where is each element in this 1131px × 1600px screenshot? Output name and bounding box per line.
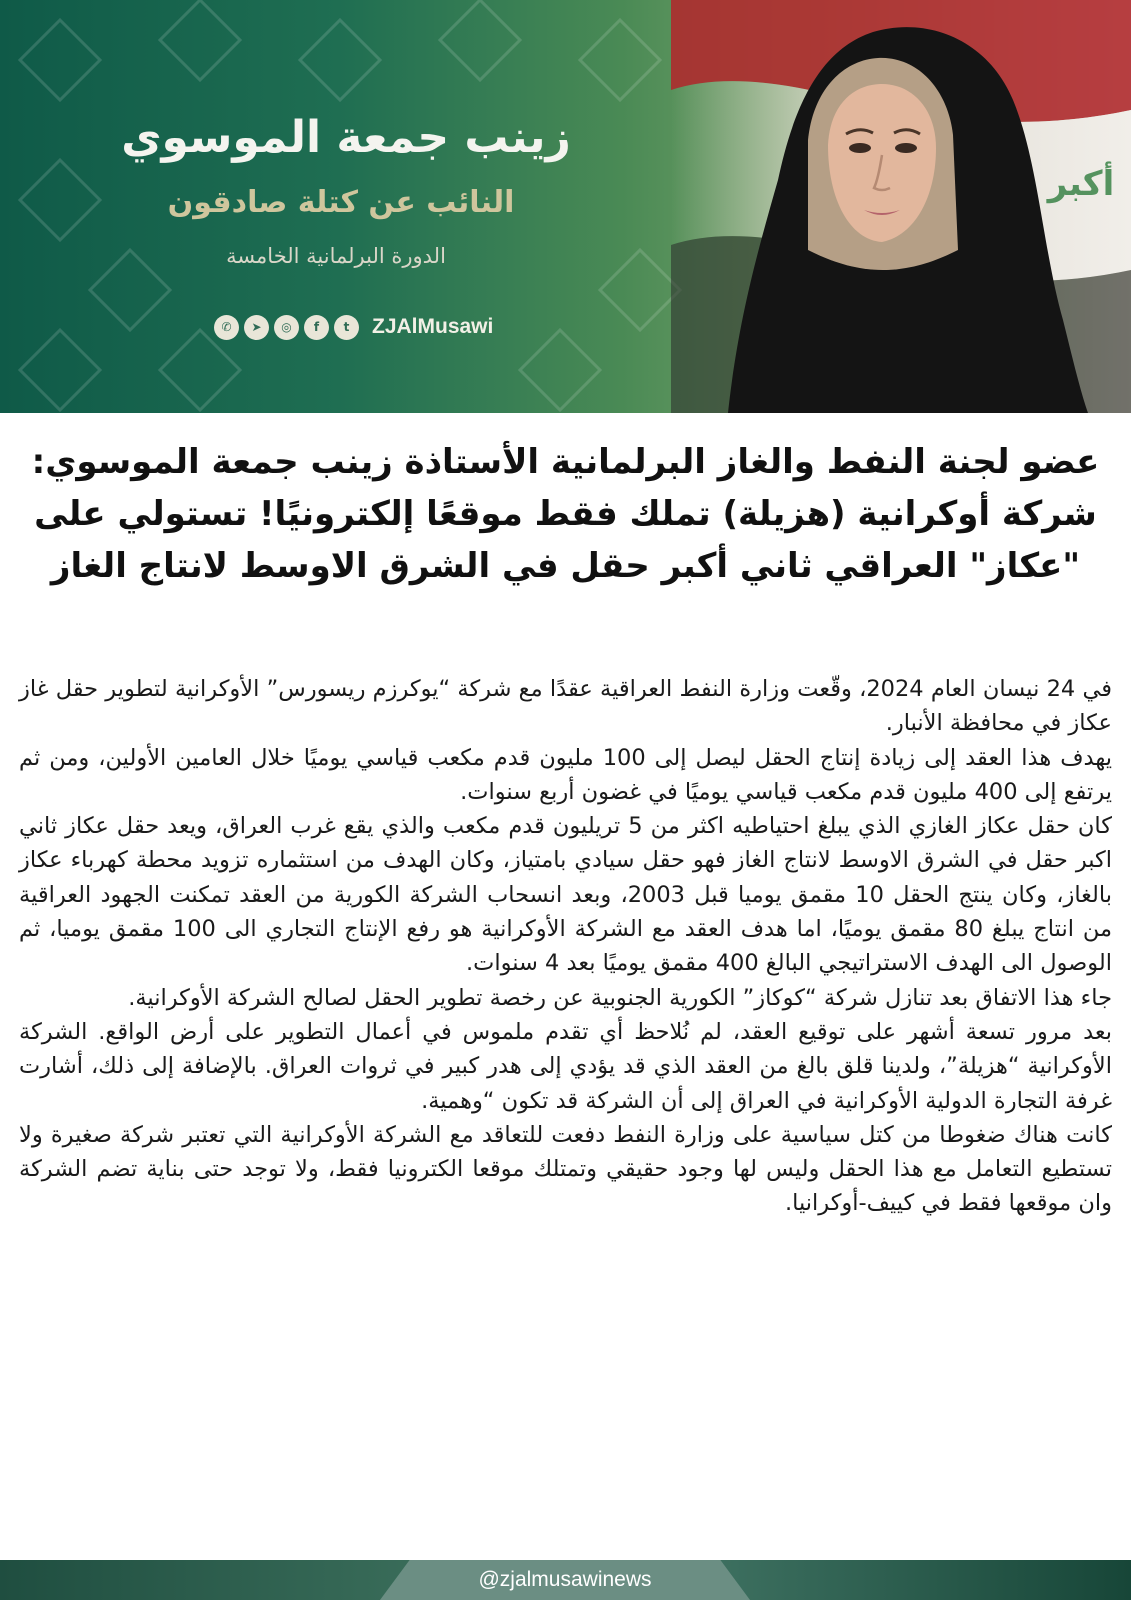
header-banner — [0, 0, 1131, 413]
whatsapp-icon[interactable]: ✆ — [214, 315, 239, 340]
article-body — [19, 672, 1112, 1221]
footer-decoration-right — [691, 1560, 1131, 1600]
facebook-icon[interactable]: f — [304, 315, 329, 340]
instagram-icon[interactable]: ◎ — [274, 315, 299, 340]
banner-session: الدورة البرلمانية الخامسة — [226, 244, 446, 268]
social-handle[interactable]: ZJAlMusawi — [372, 315, 494, 338]
footer-handle[interactable]: @zjalmusawinews — [478, 1568, 652, 1591]
banner-name: زينب جمعة الموسوي — [121, 112, 571, 163]
social-bar — [214, 312, 493, 342]
svg-text:أكبر: أكبر — [1047, 164, 1115, 204]
paragraph-2: يهدف هذا العقد إلى زيادة إنتاج الحقل ليصل إلى 100 مليون قدم مكعب قياسي يوميًا خلال العامين الأولين، ومن ثم يرتفع إلى 400 مليون قدم مكعب قياسي يوميًا في غضون أربع سنوات. — [19, 744, 1112, 805]
twitter-icon[interactable]: t — [334, 315, 359, 340]
paragraph-5: بعد مرور تسعة أشهر على توقيع العقد، لم نُلاحظ أي تقدم ملموس في أعمال التطوير على أرض الواقع. الشركة الأوكرانية “هزيلة”، ولدينا قلق بالغ من العقد الذي قد يؤدي إلى هدر كبير في ثروات العراق. بالإضافة إلى ذلك، أشارت غرفة التجارة الدولية الأوكرانية في العراق إلى أن الشركة قد تكون “وهمية. — [19, 1018, 1112, 1114]
footer-decoration-left — [0, 1560, 430, 1600]
footer-bar — [0, 1560, 1131, 1600]
telegram-icon[interactable]: ➤ — [244, 315, 269, 340]
portrait-image — [668, 20, 1088, 413]
paragraph-4: جاء هذا الاتفاق بعد تنازل شركة “كوكاز” الكورية الجنوبية عن رخصة تطوير الحقل لصالح الشركة الأوكرانية. — [128, 984, 1112, 1011]
paragraph-1: في 24 نيسان العام 2024، وقّعت وزارة النفط العراقية عقدًا مع شركة “يوكرزم ريسورس” الأوكرانية لتطوير حقل غاز عكاز في محافظة الأنبار. — [19, 676, 1112, 737]
banner-role: النائب عن كتلة صادقون — [167, 185, 515, 220]
paragraph-6: كانت هناك ضغوطا من كتل سياسية على وزارة النفط دفعت للتعاقد مع الشركة الأوكرانية التي تعتبر شركة صغيرة ولا تستطيع التعامل مع هذا الحقل وليس لها وجود حقيقي وتمتلك موقعا الكترونيا فقط، ولا توجد حتى بناية تضم الشركة وان موقعها فقط في كييف-أوكرانيا. — [19, 1121, 1112, 1217]
paragraph-3: كان حقل عكاز الغازي الذي يبلغ احتياطيه اكثر من 5 تريليون قدم مكعب والذي يقع غرب العراق، ويعد حقل عكاز ثاني اكبر حقل في الشرق الاوسط لانتاج الغاز فهو حقل سيادي بامتياز، وكان الهدف من استثماره تزويد محطة كهرباء عكاز بالغاز، وكان ينتج الحقل 10 مقمق يوميا قبل 2003، وبعد انسحاب الشركة الكورية من العقد تمكنت الجهود العراقية من انتاج يبلغ 80 مقمق يوميًا، اما هدف العقد مع الشركة الأوكرانية هو رفع الإنتاج التجاري الى 100 مقمق يوميا، ثم الوصول الى الهدف الاستراتيجي البالغ 400 مقمق يوميًا بعد 4 سنوات. — [19, 813, 1113, 977]
article-headline: عضو لجنة النفط والغاز البرلمانية الأستاذة زينب جمعة الموسوي: شركة أوكرانية (هزيلة) تملك فقط موقعًا إلكترونيًا! تستولي على "عكاز" العراقي ثاني أكبر حقل في الشرق الاوسط لانتاج الغاز — [31, 442, 1100, 586]
